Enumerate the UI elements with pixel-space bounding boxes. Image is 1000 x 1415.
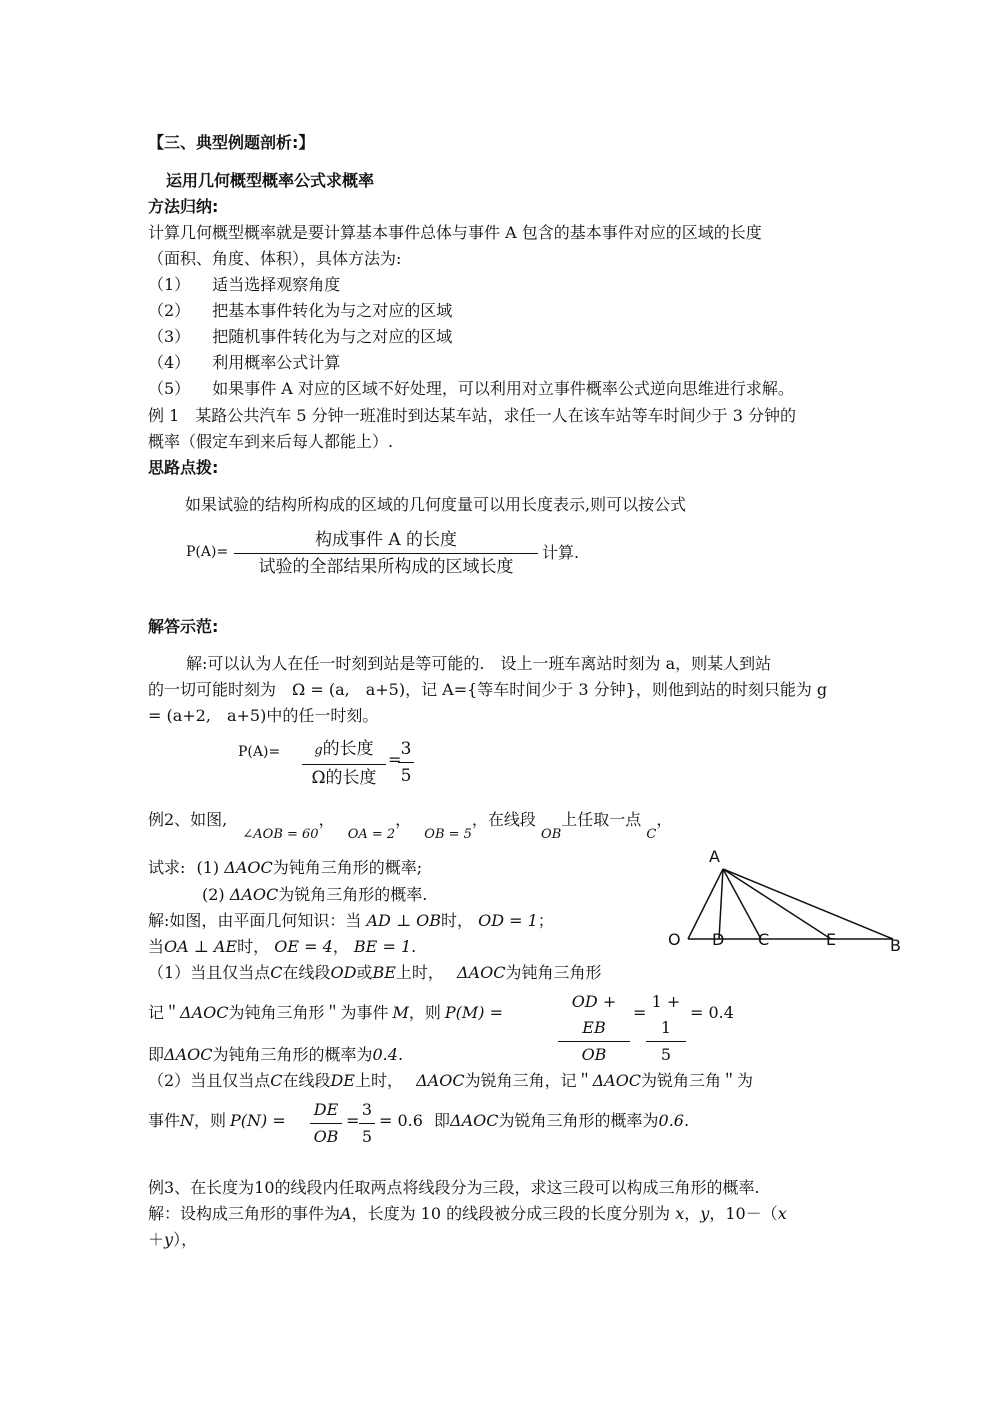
angle-aob: ∠AOB = 60 xyxy=(242,827,319,842)
formula-denominator: 试验的全部结果所构成的区域长度 xyxy=(258,557,514,577)
segment-od: OD xyxy=(330,963,357,982)
segment-de: DE xyxy=(330,1071,355,1090)
g-symbol: g xyxy=(314,743,323,758)
ev-equals: = xyxy=(346,1111,360,1130)
event-line xyxy=(148,1109,286,1133)
method-intro-2: （面积、角度、体积），具体方法为: xyxy=(148,249,402,268)
p-lhs: P(A)= xyxy=(238,744,281,760)
question-text: 为钝角三角形的概率; xyxy=(272,858,423,877)
p-numerator-text: 的长度 xyxy=(322,739,374,759)
step-text: 把基本事件转化为与之对应的区域 xyxy=(212,301,453,320)
step-2 xyxy=(148,299,452,323)
step-number: （5） xyxy=(148,379,191,398)
part-number: （1） xyxy=(148,963,191,982)
step-number: （1） xyxy=(148,275,191,294)
example3-line3 xyxy=(148,1228,197,1252)
solution2-line2 xyxy=(148,935,416,959)
step-text: 如果事件 A 对应的区域不好处理，可以利用对立事件概率公式逆向思维进行求解。 xyxy=(212,379,794,398)
text: 为锐角三角，记＂ xyxy=(464,1071,593,1090)
label-o: O xyxy=(668,930,681,949)
text: ，在线段 xyxy=(471,810,536,829)
text: . xyxy=(397,1045,404,1064)
text: 上任取一点 xyxy=(561,810,642,829)
rec-equals: = xyxy=(633,1003,647,1022)
point-c: C xyxy=(270,1071,283,1090)
text: 或 xyxy=(356,963,373,982)
triangle-aoc: ΔAOC xyxy=(224,858,273,877)
text: ，则 xyxy=(194,1111,227,1130)
text: 当且仅当点 xyxy=(190,1071,271,1090)
numerator: 3 xyxy=(361,1100,373,1119)
solution-line3: = (a+2, a+5)中的任一时刻。 xyxy=(148,706,379,725)
var-x: x xyxy=(777,1204,787,1223)
text: 解:如图，由平面几何知识：当 xyxy=(148,911,362,930)
text: ，10－（ xyxy=(709,1204,778,1223)
question-text: 为锐角三角形的概率. xyxy=(278,885,428,904)
numerator: OD + EB xyxy=(571,992,617,1037)
solution-line1: 解:可以认为人在任一时刻到站是等可能的. 设上一班车离站时刻为 a，则某人到站 xyxy=(186,654,772,673)
example1-line2: 概率（假定车到来后每人都能上）. xyxy=(148,432,394,451)
part1-line xyxy=(148,961,601,985)
comma: ， xyxy=(656,810,673,829)
step-number: （3） xyxy=(148,327,191,346)
label-a: A xyxy=(709,847,720,866)
ev-result-value: = 0.6 xyxy=(379,1111,423,1130)
answer-title: 解答示范: xyxy=(148,617,219,636)
text: . xyxy=(683,1111,690,1130)
method-intro-1: 计算几何概型概率就是要计算基本事件总体与事件 A 包含的基本事件对应的区域的长度 xyxy=(148,223,762,242)
p-result-denominator: 5 xyxy=(400,766,412,786)
oe-value: OE = 4 xyxy=(274,937,333,956)
event-m: M xyxy=(392,1003,409,1022)
segment-ae xyxy=(723,869,831,939)
probability-value: 0.6 xyxy=(658,1111,684,1130)
subheading: 运用几何概型概率公式求概率 xyxy=(166,171,375,190)
numerator: DE xyxy=(313,1100,339,1119)
conclusion-1 xyxy=(148,1043,403,1067)
text: 在线段 xyxy=(282,1071,331,1090)
ad-perp-ob: AD ⊥ OB xyxy=(366,911,441,930)
label-e: E xyxy=(826,930,837,949)
p-fraction xyxy=(302,736,386,791)
triangle-figure xyxy=(666,844,911,959)
od-value: OD = 1 xyxy=(478,911,538,930)
question-number: (1) xyxy=(196,858,220,877)
triangle-aoc: ΔAOC xyxy=(416,1071,465,1090)
var-x: x xyxy=(675,1204,685,1223)
rec-result: = 0.4 xyxy=(690,1003,734,1022)
denominator: 5 xyxy=(361,1127,373,1146)
step-3 xyxy=(148,325,452,349)
text: ； xyxy=(537,911,554,930)
segment-oa xyxy=(688,869,723,939)
step-text: 适当选择观察角度 xyxy=(212,275,341,294)
question-label: 试求: xyxy=(148,858,186,877)
text: ，则 xyxy=(408,1003,441,1022)
part2-line xyxy=(148,1069,753,1093)
question-number: (2) xyxy=(202,885,225,904)
denominator: 5 xyxy=(660,1045,672,1064)
p-result xyxy=(398,736,414,789)
text: 当 xyxy=(148,937,165,956)
hint-title: 思路点拨: xyxy=(148,458,219,477)
rec-fraction-2 xyxy=(646,989,686,1068)
question-2 xyxy=(202,883,427,907)
formula-tail: 计算. xyxy=(542,543,580,562)
ob-value: OB = 5 xyxy=(424,827,472,842)
comma: ， xyxy=(395,810,412,829)
text: 时， xyxy=(440,911,473,930)
segment-ac xyxy=(723,869,761,939)
text: 上时， xyxy=(354,1071,403,1090)
event-a: A xyxy=(340,1204,352,1223)
oa-value: OA = 2 xyxy=(347,827,396,842)
text: 当且仅当点 xyxy=(190,963,271,982)
triangle-aoc: ΔAOC xyxy=(592,1071,642,1090)
denominator: OB xyxy=(313,1127,339,1146)
formula-fraction xyxy=(234,527,538,580)
example3-line2 xyxy=(148,1202,787,1226)
formula-lhs: P(A)= xyxy=(186,544,229,560)
step-text: 利用概率公式计算 xyxy=(212,353,341,372)
var-y: y xyxy=(164,1230,174,1249)
text: ）， xyxy=(173,1230,198,1249)
example3-line1: 例3、在长度为10的线段内任取两点将线段分为三段，求这三段可以构成三角形的概率. xyxy=(148,1178,760,1197)
p-n: P(N) = xyxy=(230,1111,286,1130)
step-text: 把随机事件转化为与之对应的区域 xyxy=(212,327,453,346)
p-equals: = xyxy=(388,750,402,769)
var-y: y xyxy=(700,1204,710,1223)
hint-text: 如果试验的结构所构成的区域的几何度量可以用长度表示,则可以按公式 xyxy=(185,495,687,514)
label-b: B xyxy=(890,936,901,955)
text: 记＂ xyxy=(148,1003,181,1022)
be-value: BE = 1 xyxy=(353,937,412,956)
label-d: D xyxy=(712,930,725,949)
text: 时， xyxy=(237,937,270,956)
ev-fraction-2 xyxy=(359,1097,375,1150)
probability-value: 0.4 xyxy=(372,1045,398,1064)
text: 解：设构成三角形的事件为 xyxy=(148,1204,341,1223)
rec-fraction-1 xyxy=(558,989,630,1068)
triangle-aoc: ΔAOC xyxy=(229,885,279,904)
text: 事件 xyxy=(148,1111,181,1130)
oa-perp-ae: OA ⊥ AE xyxy=(164,937,238,956)
text: ，长度为 10 的线段被分成三段的长度分别为 xyxy=(351,1204,671,1223)
point-c: C xyxy=(646,827,657,842)
p-result-numerator: 3 xyxy=(400,739,412,759)
text: 在线段 xyxy=(282,963,331,982)
step-4 xyxy=(148,351,340,375)
p-numerator xyxy=(302,736,386,764)
step-1 xyxy=(148,273,340,297)
text: 为钝角三角形＂为事件 xyxy=(228,1003,389,1022)
text: 为钝角三角形的概率为 xyxy=(212,1045,373,1064)
text: 为锐角三角形的概率为 xyxy=(498,1111,659,1130)
triangle-aoc: ΔAOC xyxy=(180,1003,229,1022)
record-line xyxy=(148,1001,503,1025)
event-n: N xyxy=(180,1111,195,1130)
step-5 xyxy=(148,377,794,401)
step-number: （4） xyxy=(148,353,191,372)
p-denominator: Ω的长度 xyxy=(311,768,377,788)
method-title: 方法归纳: xyxy=(148,197,219,216)
step-number: （2） xyxy=(148,301,191,320)
triangle-aoc: ΔAOC xyxy=(450,1111,499,1130)
segment-be: BE xyxy=(372,963,396,982)
text: 为钝角三角形 xyxy=(505,963,602,982)
text: 为锐角三角＂为 xyxy=(641,1071,754,1090)
point-c: C xyxy=(270,963,283,982)
ev-fraction-1 xyxy=(310,1097,342,1150)
ev-result xyxy=(379,1109,689,1133)
question-1 xyxy=(148,856,422,880)
segment-ab xyxy=(723,869,893,939)
numerator: 1 + 1 xyxy=(651,992,681,1037)
example2-intro xyxy=(148,808,673,842)
example2-label: 例2、如图, xyxy=(148,810,228,829)
denominator: OB xyxy=(581,1045,607,1064)
text: 即 xyxy=(434,1111,451,1130)
text: . xyxy=(411,937,417,956)
triangle-aoc: ΔAOC xyxy=(456,963,506,982)
text: ， xyxy=(332,937,349,956)
comma: ， xyxy=(318,810,335,829)
p-m: P(M) = xyxy=(444,1003,504,1022)
segment-ad xyxy=(719,869,723,939)
part-number: （2） xyxy=(148,1071,191,1090)
text: ＋ xyxy=(148,1230,165,1249)
solution-line2: 的一切可能时刻为 Ω = (a, a+5)，记 A={等车时间少于 3 分钟}，则他到站的时刻只能为 g xyxy=(148,680,828,699)
text: 上时， xyxy=(395,963,444,982)
triangle-aoc: ΔAOC xyxy=(164,1045,213,1064)
example1-line1: 例 1 某路公共汽车 5 分钟一班准时到达某车站，求任一人在该车站等车时间少于 3 分钟的 xyxy=(148,406,796,425)
solution2-line1 xyxy=(148,909,554,933)
text: ， xyxy=(684,1204,701,1223)
label-c: C xyxy=(758,930,770,949)
formula-numerator: 构成事件 A 的长度 xyxy=(314,530,458,550)
text: 即 xyxy=(148,1045,165,1064)
segment-ob: OB xyxy=(541,827,562,842)
section-heading: 【三、典型例题剖析:】 xyxy=(148,133,315,152)
